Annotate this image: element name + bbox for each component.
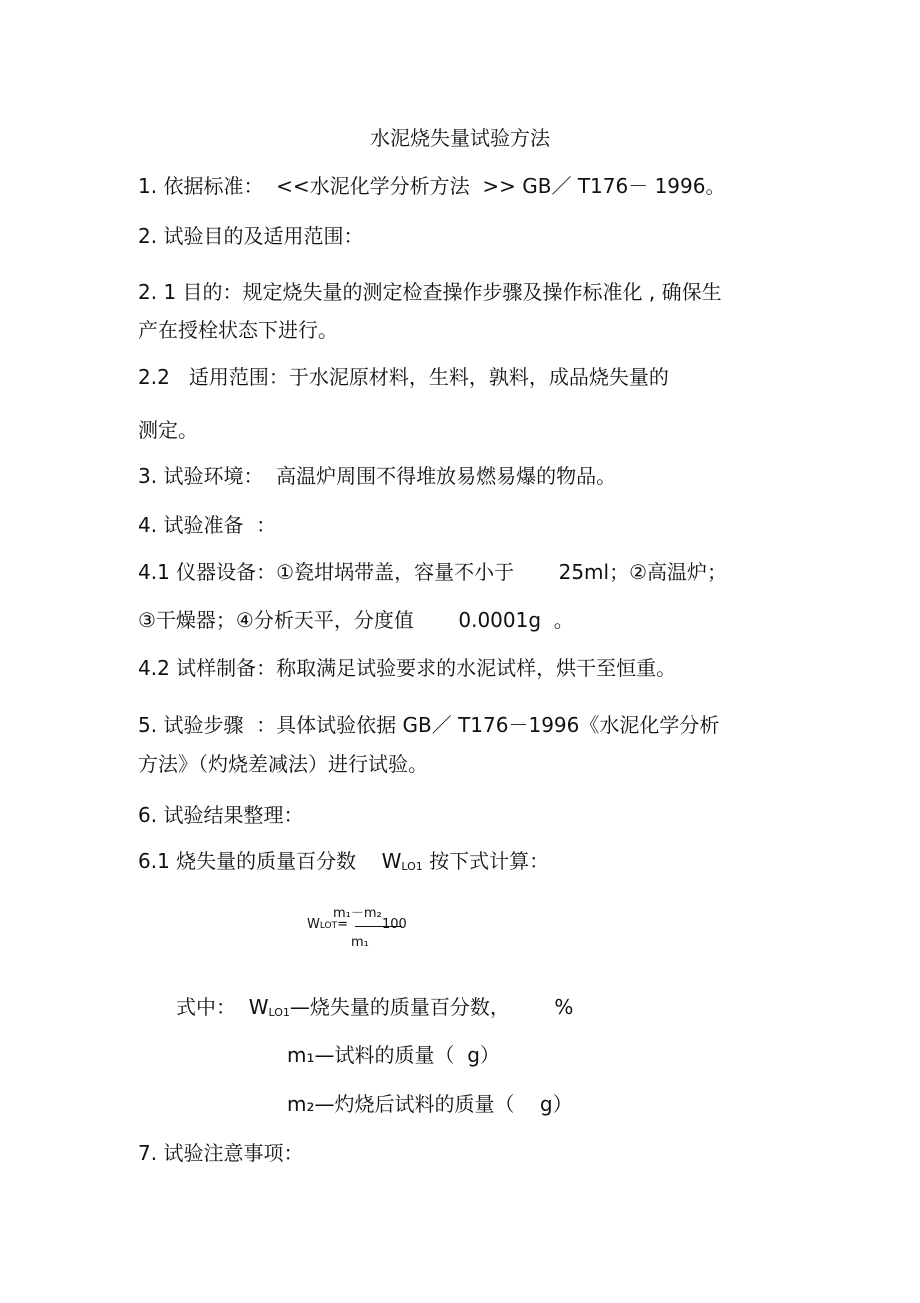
definition-intro: 式中： W	[176, 995, 269, 1019]
section-6-1-pre: 6.1 烧失量的质量百分数 W	[138, 849, 402, 873]
section-6-1	[138, 849, 549, 879]
section-6-1-subscript: LO1	[401, 860, 423, 873]
formula-lhs-subscript: LOT	[319, 921, 338, 931]
section-4-heading: 4. 试验准备 ：	[138, 513, 277, 537]
formula-equals: =	[337, 917, 349, 932]
section-2-1-line-1: 2. 1 目的：规定烧失量的测定检查操作步骤及操作标准化 , 确保生	[138, 280, 722, 304]
section-4-1-line-1: 4.1 仪器设备：①瓷坩埚带盖，容量不小于 25ml；②高温炉；	[138, 560, 728, 584]
section-1-standard: 1. 依据标准： <<水泥化学分析方法 >> GB／ T176－ 1996。	[138, 174, 726, 198]
formula-lhs	[307, 917, 348, 932]
definition-m2: m₂—灼烧后试料的质量（ g）	[287, 1092, 573, 1116]
definition-w-subscript: LO1	[268, 1006, 290, 1019]
section-6-heading: 6. 试验结果整理：	[138, 803, 304, 827]
section-4-2-sample: 4.2 试样制备：称取满足试验要求的水泥试样，烘干至恒重。	[138, 656, 677, 680]
formula-denominator: m₁	[351, 935, 369, 950]
section-2-heading: 2. 试验目的及适用范围：	[138, 224, 364, 248]
formula-numerator: m₁－m₂	[333, 906, 382, 921]
document-title: 水泥烧失量试验方法	[370, 126, 550, 150]
section-5-line-2: 方法》（灼烧差减法）进行试验。	[138, 752, 428, 776]
section-7-heading: 7. 试验注意事项：	[138, 1141, 304, 1165]
section-6-1-post: 按下式计算：	[422, 849, 550, 873]
section-4-1-line-2: ③干燥器；④分析天平，分度值 0.0001g 。	[138, 608, 574, 632]
loss-on-ignition-formula	[307, 902, 417, 952]
section-5-line-1: 5. 试验步骤 ：具体试验依据 GB／ T176－1996《水泥化学分析	[138, 713, 720, 737]
section-2-1-line-2: 产在授栓状态下进行。	[138, 318, 338, 342]
definition-w-text: —烧失量的质量百分数， %	[289, 995, 574, 1019]
section-2-2-line-1: 2.2 适用范围：于水泥原材料，生料，孰料，成品烧失量的	[138, 365, 669, 389]
definition-w	[176, 995, 573, 1025]
definition-m1: m₁—试料的质量（ g）	[287, 1043, 500, 1067]
formula-factor: 100	[382, 917, 407, 932]
section-2-2-line-2: 测定。	[138, 418, 198, 442]
section-3-environment: 3. 试验环境： 高温炉周围不得堆放易燃易爆的物品。	[138, 464, 617, 488]
formula-lhs-w: W	[307, 917, 320, 932]
